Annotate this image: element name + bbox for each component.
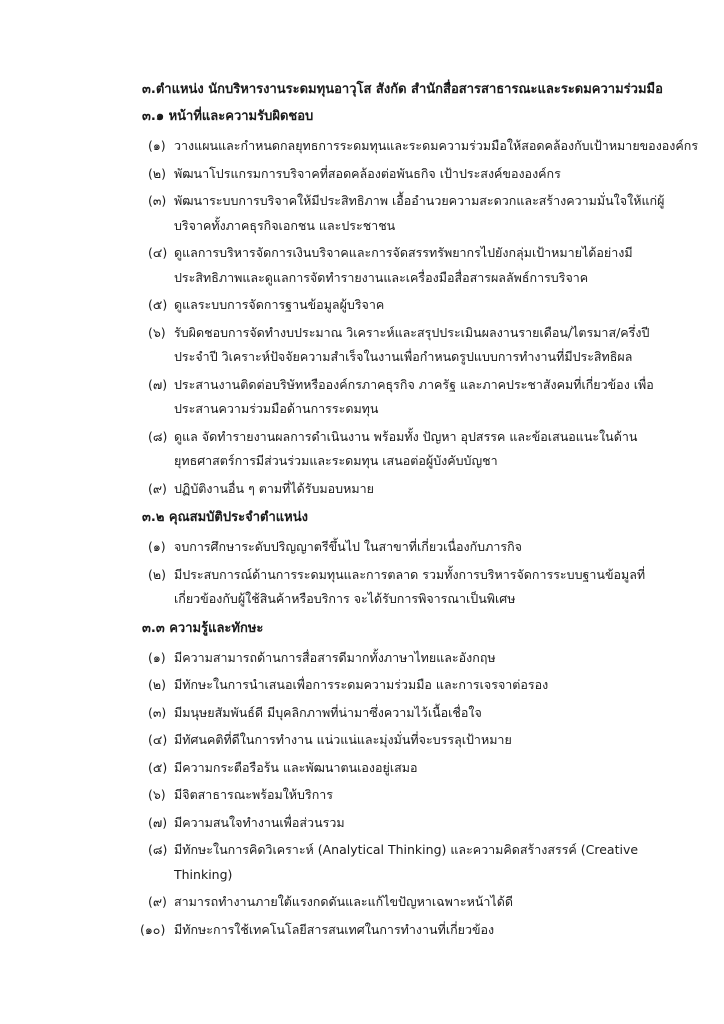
document-title: ๓.ตำแหน่ง นักบริหารงานระดมทุนอาวุโส สังกัด สำนักสื่อสารสาธารณะและระดมความร่วมมือ — [142, 82, 663, 97]
item-number: (๕) — [148, 297, 168, 312]
item-text: มีทัศนคติที่ดีในการทำงาน แน่วแน่และมุ่งมั่นที่จะบรรลุเป้าหมาย — [174, 732, 512, 747]
item-text: มีทักษะการใช้เทคโนโลยีสารสนเทศในการทำงานที่เกี่ยวข้อง — [174, 921, 495, 937]
item-text: วางแผนและกำหนดกลยุทธการระดมทุนและระดมความร่วมมือให้สอดคล้องกับเป้าหมายขององค์กร — [174, 138, 699, 153]
item-number: (๓) — [148, 704, 167, 720]
item-text: มีทักษะในการคิดวิเคราะห์ (Analytical Thinking) และความคิดสร้างสรรค์ (Creative Thinking) — [174, 842, 639, 882]
list-item — [148, 811, 684, 836]
list-item — [148, 373, 684, 422]
section-heading-qualifications: ๓.๒ คุณสมบัติประจำตำแหน่ง — [142, 510, 308, 525]
item-number: (๑) — [148, 138, 166, 153]
section-heading-knowledge-skills: ๓.๓ ความรู้และทักษะ — [142, 620, 264, 636]
item-number: (๓) — [148, 193, 167, 208]
item-number: (๙) — [148, 894, 167, 909]
item-number: (๑๐) — [140, 921, 166, 937]
list-item — [148, 134, 699, 159]
item-number: (๙) — [148, 480, 167, 496]
item-number: (๕) — [148, 759, 168, 775]
list-item — [148, 293, 684, 318]
list-item — [148, 425, 684, 474]
item-number: (๒) — [148, 165, 166, 181]
item-number: (๖) — [148, 324, 166, 340]
item-number: (๖) — [148, 787, 166, 802]
item-text: ดูแล จัดทำรายงานผลการดำเนินงาน พร้อมทั้ง ปัญหา อุปสรรค และข้อเสนอแนะในด้านยุทธศาสตร์การมีส่วนร่วมและระดมทุน เสนอต่อผู้บังคับบัญชา — [174, 428, 638, 468]
list-item — [148, 701, 684, 726]
list-item — [148, 890, 684, 915]
list-item — [148, 673, 684, 698]
list-item — [148, 563, 684, 612]
item-text: มีความกระตือรือร้น และพัฒนาตนเองอยู่เสมอ — [174, 759, 418, 775]
item-text: สามารถทำงานภายใต้แรงกดดันและแก้ไขปัญหาเฉพาะหน้าได้ดี — [174, 894, 513, 909]
list-item — [148, 189, 684, 238]
list-item — [148, 321, 684, 370]
item-text: มีทักษะในการนำเสนอเพื่อการระดมความร่วมมือ และการเจรจาต่อรอง — [174, 677, 549, 692]
item-text: พัฒนาโปรแกรมการบริจาคที่สอดคล้องต่อพันธกิจ เป้าประสงค์ขององค์กร — [174, 165, 561, 181]
list-item — [140, 918, 684, 943]
item-number: (๗) — [148, 814, 168, 830]
item-text: มีความสามารถด้านการสื่อสารดีมากทั้งภาษาไทยและอังกฤษ — [174, 649, 496, 665]
item-number: (๒) — [148, 677, 166, 692]
item-number: (๒) — [148, 566, 166, 582]
item-text: รับผิดชอบการจัดทำงบประมาณ วิเคราะห์และสรุปประเมินผลงานรายเดือน/ไตรมาส/ครึ่งปี ประจำปี วิเคราะห์ปัจจัยความสำเร็จในงานเพื่อกำหนดรูปแบบการทำงานที่มีประสิทธิผล — [174, 324, 650, 364]
item-number: (๑) — [148, 539, 166, 554]
item-number: (๑) — [148, 649, 166, 665]
list-item — [148, 162, 684, 187]
item-number: (๔) — [148, 732, 168, 747]
item-text: มีความสนใจทำงานเพื่อส่วนรวม — [174, 814, 345, 830]
item-text: มีประสบการณ์ด้านการระดมทุนและการตลาด รวมทั้งการบริหารจัดการระบบฐานข้อมูลที่เกี่ยวข้องกับผู้ใช้สินค้าหรือบริการ จะได้รับการพิจารณาเป็นพิเศษ — [174, 566, 646, 606]
item-number: (๗) — [148, 376, 168, 392]
item-text: พัฒนาระบบการบริจาคให้มีประสิทธิภาพ เอื้ออำนวยความสะดวกและสร้างความมั่นใจให้แก่ผู้บริจาคทั้งภาคธุรกิจเอกชน และประชาชน — [174, 193, 665, 233]
item-text: จบการศึกษาระดับปริญญาตรีขึ้นไป ในสาขาที่เกี่ยวเนื่องกับภารกิจ — [174, 539, 522, 554]
list-item — [148, 728, 684, 753]
list-item — [148, 838, 684, 887]
list-item — [148, 646, 684, 671]
item-text: ดูแลระบบการจัดการฐานข้อมูลผู้บริจาค — [174, 297, 385, 312]
item-text: มีจิตสาธารณะพร้อมให้บริการ — [174, 787, 333, 802]
list-item — [148, 477, 684, 502]
list-item — [148, 535, 684, 560]
item-text: ดูแลการบริหารจัดการเงินบริจาคและการจัดสรรทรัพยากรไปยังกลุ่มเป้าหมายได้อย่างมีประสิทธิภาพและดูแลการจัดทำรายงานและเครื่องมือสื่อสารผลลัพธ์การบริจาค — [174, 245, 633, 285]
item-text: มีมนุษยสัมพันธ์ดี มีบุคลิกภาพที่น่ามาซึ่งความไว้เนื้อเชื่อใจ — [174, 704, 482, 720]
list-item — [148, 756, 684, 781]
item-text: ประสานงานติดต่อบริษัทหรือองค์กรภาคธุรกิจ ภาครัฐ และภาคประชาสังคมที่เกี่ยวข้อง เพื่อประสานความร่วมมือด้านการระดมทุน — [174, 376, 654, 416]
item-text: ปฏิบัติงานอื่น ๆ ตามที่ได้รับมอบหมาย — [174, 480, 374, 496]
section-heading-responsibilities: ๓.๑ หน้าที่และความรับผิดชอบ — [142, 109, 314, 124]
list-item — [148, 241, 684, 290]
item-number: (๘) — [148, 842, 168, 857]
list-item — [148, 783, 684, 808]
item-number: (๔) — [148, 245, 168, 260]
item-number: (๘) — [148, 428, 168, 444]
